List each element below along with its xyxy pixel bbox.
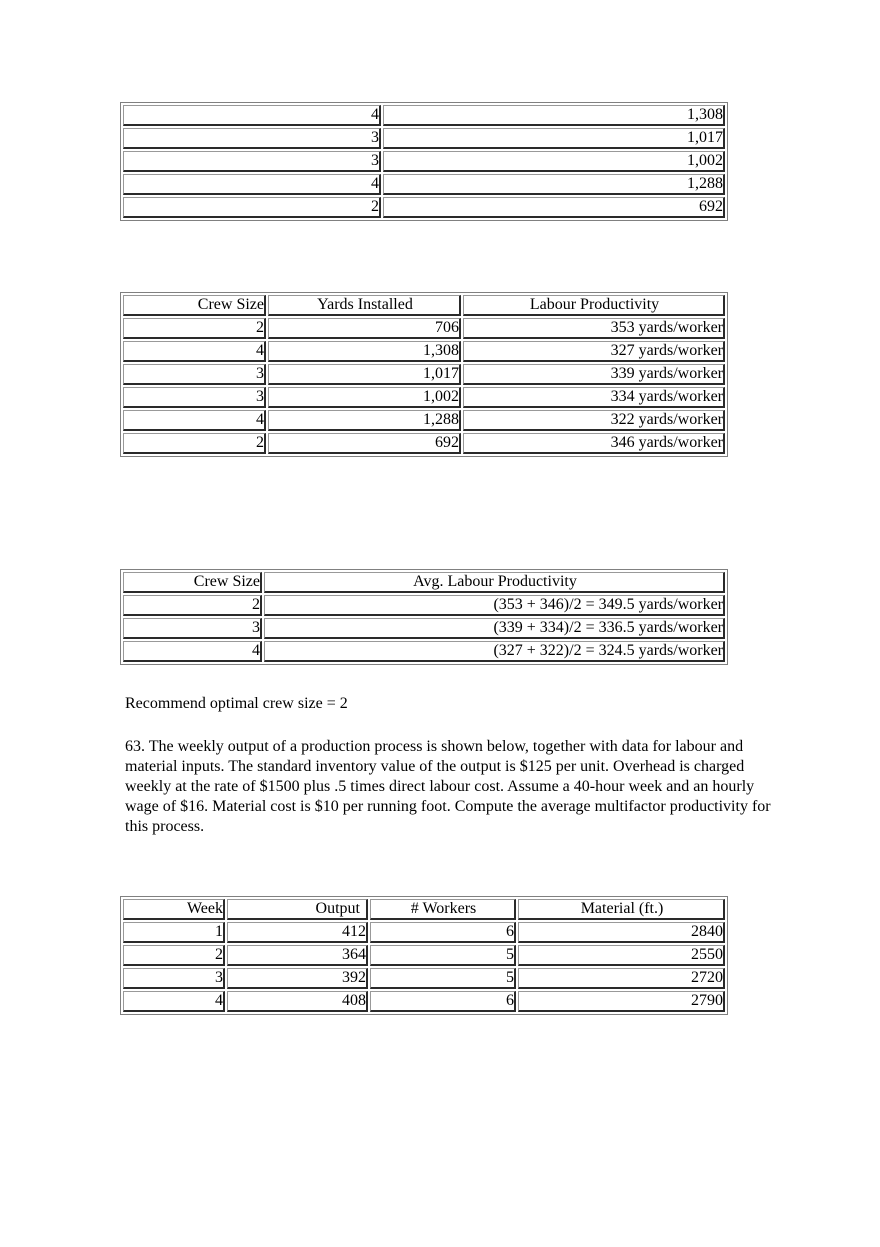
table-row (123, 945, 725, 966)
table-cell: 364 (227, 945, 368, 966)
header-workers: # Workers (370, 899, 516, 920)
problem-63-text: 63. The weekly output of a production process is shown below, together with data for labour and material inputs. The standard inventory value of the output is $125 per unit. Overhead is charged weekly at the rate of $1500 plus .5 times direct labour cost. Assume a 40-hour week and an hourly wage of $16. Material cost is $10 per running foot. Compute the average multifactor productivity for this process. (125, 738, 771, 835)
table-cell: 3 (123, 364, 266, 385)
table-cell: (327 + 322)/2 = 324.5 yards/worker (264, 641, 725, 662)
table-row (123, 991, 725, 1012)
table-row (123, 968, 725, 989)
table-cell: 6 (370, 991, 516, 1012)
table-cell: 692 (383, 197, 725, 218)
table-cell: 2840 (518, 922, 725, 943)
table-cell: 334 yards/worker (463, 387, 725, 408)
table-row (123, 151, 725, 172)
table-row (123, 318, 725, 339)
table-header-row (123, 572, 725, 593)
header-labour-productivity: Labour Productivity (463, 295, 725, 316)
table-cell: 3 (123, 151, 381, 172)
table-cell: 706 (268, 318, 461, 339)
table-row (123, 433, 725, 454)
table-cell: 1,308 (268, 341, 461, 362)
table-cell: 4 (123, 991, 225, 1012)
labour-productivity-table (120, 292, 728, 457)
table-cell: 1,288 (268, 410, 461, 431)
table-cell: 1,308 (383, 105, 725, 126)
table-cell: 2 (123, 945, 225, 966)
table-cell: 3 (123, 387, 266, 408)
table-row (123, 128, 725, 149)
table-row (123, 364, 725, 385)
table-cell: 5 (370, 945, 516, 966)
header-yards-installed: Yards Installed (268, 295, 461, 316)
table-cell: (353 + 346)/2 = 349.5 yards/worker (264, 595, 725, 616)
table-row (123, 387, 725, 408)
header-material: Material (ft.) (518, 899, 725, 920)
table-cell: 4 (123, 105, 381, 126)
table-cell: 2720 (518, 968, 725, 989)
table-cell: 4 (123, 641, 262, 662)
table-cell: 3 (123, 968, 225, 989)
table-cell: 2 (123, 595, 262, 616)
table-cell: 2790 (518, 991, 725, 1012)
table-cell: 6 (370, 922, 516, 943)
table-cell: (339 + 334)/2 = 336.5 yards/worker (264, 618, 725, 639)
table-cell: 4 (123, 341, 266, 362)
table-row (123, 197, 725, 218)
table-cell: 692 (268, 433, 461, 454)
table-cell: 5 (370, 968, 516, 989)
table-row (123, 341, 725, 362)
table-cell: 3 (123, 618, 262, 639)
table-cell: 1,017 (383, 128, 725, 149)
table-cell: 392 (227, 968, 368, 989)
table-cell: 4 (123, 174, 381, 195)
table-cell: 2550 (518, 945, 725, 966)
header-output: Output (227, 899, 368, 920)
weekly-output-table (120, 896, 728, 1015)
table-cell: 3 (123, 128, 381, 149)
table-header-row (123, 295, 725, 316)
table-row (123, 641, 725, 662)
table-cell: 2 (123, 318, 266, 339)
table-cell: 1,017 (268, 364, 461, 385)
header-week: Week (123, 899, 225, 920)
table-row (123, 410, 725, 431)
table-row (123, 105, 725, 126)
table-row (123, 174, 725, 195)
table-cell: 327 yards/worker (463, 341, 725, 362)
header-crew-size: Crew Size (123, 295, 266, 316)
header-avg-labour-productivity: Avg. Labour Productivity (264, 572, 725, 593)
avg-labour-productivity-table (120, 569, 728, 665)
table-cell: 2 (123, 433, 266, 454)
table-cell: 339 yards/worker (463, 364, 725, 385)
table-row (123, 595, 725, 616)
table-cell: 412 (227, 922, 368, 943)
table-row (123, 922, 725, 943)
table-cell: 322 yards/worker (463, 410, 725, 431)
table-cell: 408 (227, 991, 368, 1012)
table-cell: 1,002 (268, 387, 461, 408)
crew-yards-table-continued (120, 102, 728, 221)
table-cell: 353 yards/worker (463, 318, 725, 339)
table-cell: 1,002 (383, 151, 725, 172)
recommendation-text: Recommend optimal crew size = 2 (125, 695, 348, 712)
table-cell: 346 yards/worker (463, 433, 725, 454)
table-header-row (123, 899, 725, 920)
table-row (123, 618, 725, 639)
table-cell: 1,288 (383, 174, 725, 195)
table-cell: 1 (123, 922, 225, 943)
table-cell: 4 (123, 410, 266, 431)
header-crew-size: Crew Size (123, 572, 262, 593)
table-cell: 2 (123, 197, 381, 218)
